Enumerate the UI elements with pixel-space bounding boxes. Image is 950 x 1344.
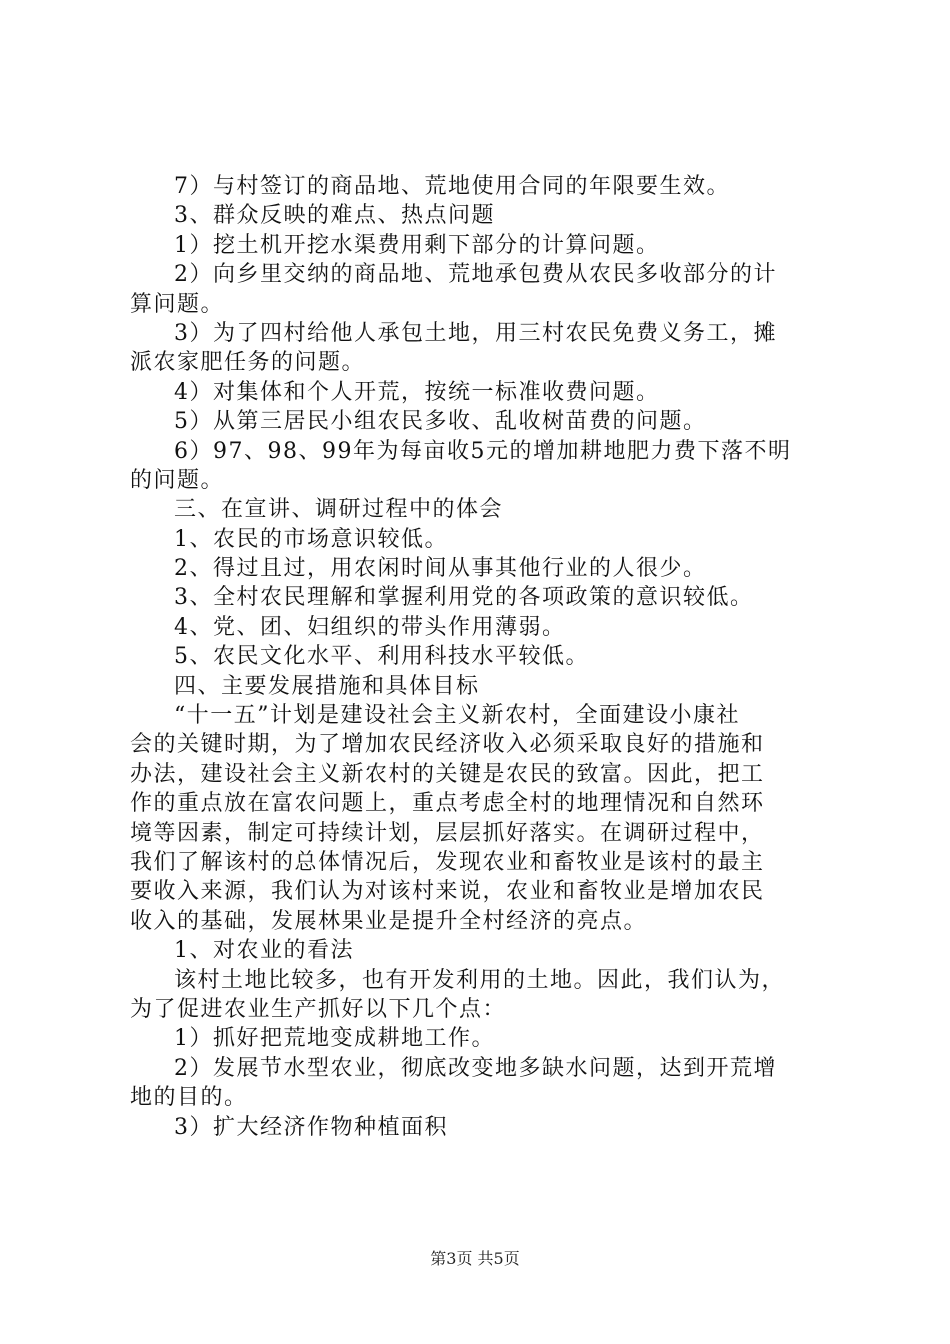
text-line: 地的目的。 — [130, 1085, 248, 1111]
text-line: 3、全村农民理解和掌握利用党的各项政策的意识较低。 — [174, 585, 754, 611]
text-line: 算问题。 — [130, 291, 225, 317]
text-line: 我们了解该村的总体情况后，发现农业和畜牧业是该村的最主 — [130, 849, 765, 875]
text-line: 作的重点放在富农问题上，重点考虑全村的地理情况和自然环 — [130, 791, 765, 817]
text-line: “十一五”计划是建设社会主义新农村，全面建设小康社 — [174, 703, 740, 729]
text-line: 该村土地比较多，也有开发利用的土地。因此，我们认为， — [174, 967, 786, 993]
text-line: 6）97、98、99年为每亩收5元的增加耕地肥力费下落不明 — [174, 438, 792, 464]
text-line: 7）与村签订的商品地、荒地使用合同的年限要生效。 — [174, 174, 730, 199]
text-line: 办法，建设社会主义新农村的关键是农民的致富。因此，把工 — [130, 761, 765, 787]
text-line: 会的关键时期，为了增加农民经济收入必须采取良好的措施和 — [130, 732, 765, 758]
text-line: 4）对集体和个人开荒，按统一标准收费问题。 — [174, 379, 660, 405]
text-line: 三、在宣讲、调研过程中的体会 — [174, 497, 504, 523]
text-line: 3）扩大经济作物种植面积 — [174, 1114, 448, 1140]
text-line: 5、农民文化水平、利用科技水平较低。 — [174, 644, 589, 670]
text-line: 4、党、团、妇组织的带头作用薄弱。 — [174, 614, 566, 640]
text-line: 的问题。 — [130, 467, 225, 493]
text-line: 收入的基础，发展林果业是提升全村经济的亮点。 — [130, 908, 648, 934]
page-footer: 第3页 共5页 — [430, 1249, 520, 1268]
text-line: 1、农民的市场意识较低。 — [174, 526, 448, 552]
text-line: 1）挖土机开挖水渠费用剩下部分的计算问题。 — [174, 232, 660, 258]
text-line: 1、对农业的看法 — [174, 938, 354, 964]
text-line: 2）发展节水型农业，彻底改变地多缺水问题，达到开荒增 — [174, 1055, 777, 1081]
text-line: 5）从第三居民小组农民多收、乱收树苗费的问题。 — [174, 409, 707, 435]
text-line: 2、得过且过，用农闲时间从事其他行业的人很少。 — [174, 556, 707, 582]
text-line: 境等因素，制定可持续计划，层层抓好落实。在调研过程中， — [130, 820, 765, 846]
text-line: 为了促进农业生产抓好以下几个点： — [130, 996, 507, 1022]
text-line: 3、群众反映的难点、热点问题 — [174, 203, 495, 229]
text-line: 2）向乡里交纳的商品地、荒地承包费从农民多收部分的计 — [174, 262, 777, 288]
text-line: 四、主要发展措施和具体目标 — [174, 673, 480, 699]
text-line: 要收入来源，我们认为对该村来说，农业和畜牧业是增加农民 — [130, 879, 765, 905]
text-line: 派农家肥任务的问题。 — [130, 350, 366, 376]
document-body — [130, 172, 830, 1142]
text-line: 3）为了四村给他人承包土地，用三村农民免费义务工，摊 — [174, 320, 777, 346]
text-line: 1）抓好把荒地变成耕地工作。 — [174, 1026, 495, 1052]
